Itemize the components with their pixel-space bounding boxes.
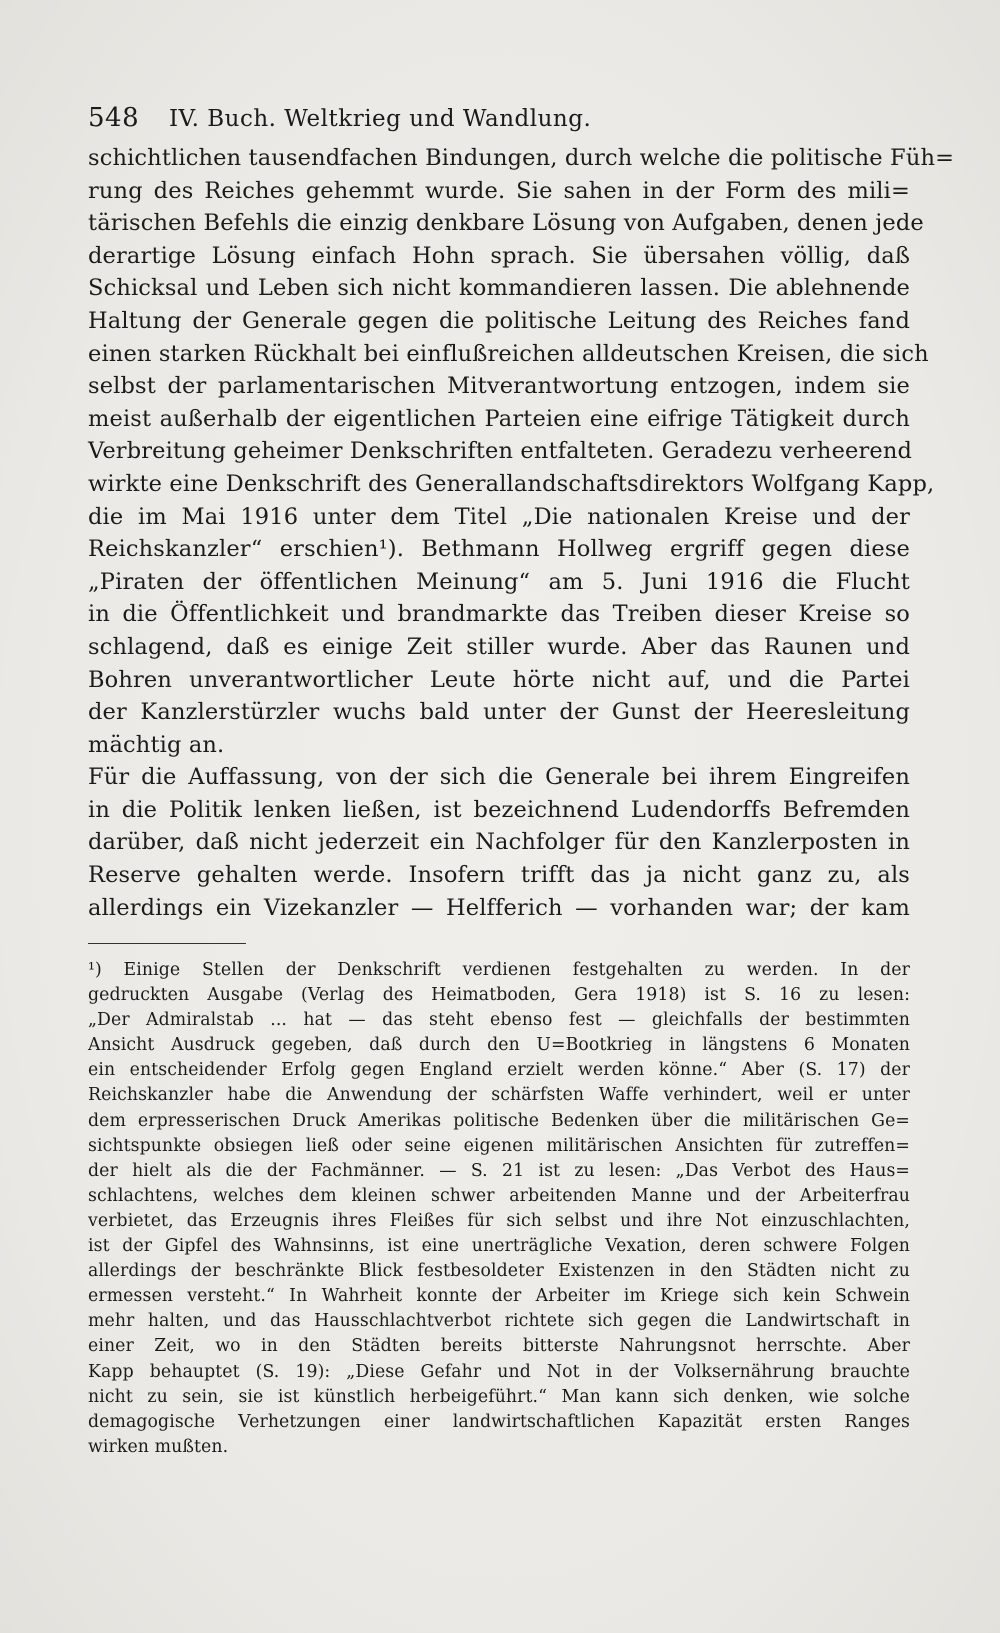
body-line: Für die Auffassung, von der sich die Generale bei ihrem Eingreifen (88, 764, 910, 791)
footnote-line: ein entscheidender Erfolg gegen England erzielt werden könne.“ Aber (S. 17) der (88, 1060, 910, 1081)
body-line: rung des Reiches gehemmt wurde. Sie sahen in der Form des mili= (88, 177, 910, 204)
body-line: der Kanzlerstürzler wuchs bald unter der Gunst der Heeresleitung (88, 699, 910, 726)
body-line: meist außerhalb der eigentlichen Parteien eine eifrige Tätigkeit durch (88, 405, 910, 432)
body-line: in die Öffentlichkeit und brandmarkte das Treiben dieser Kreise so (88, 601, 910, 628)
footnote-line: allerdings der beschränkte Blick festbesoldeter Existenzen in den Städten nicht zu (88, 1261, 910, 1282)
footnote-line: wirken mußten. (88, 1436, 229, 1457)
footnote-line: Reichskanzler habe die Anwendung der schärfsten Waffe verhindert, weil er unter (88, 1085, 910, 1106)
body-line: selbst der parlamentarischen Mitverantwortung entzogen, indem sie (88, 373, 910, 400)
body-line: allerdings ein Vizekanzler — Helfferich — vorhanden war; der kam (88, 894, 910, 921)
footnote-line: sichtspunkte obsiegen ließ oder seine eigenen militärischen Ansichten für zutreffen= (88, 1135, 910, 1156)
body-line: Reichskanzler“ erschien¹). Bethmann Hollweg ergriff gegen diese (88, 536, 910, 563)
footnote-line: gedruckten Ausgabe (Verlag des Heimatboden, Gera 1918) ist S. 16 zu lesen: (88, 985, 910, 1006)
body-line: mächtig an. (88, 731, 225, 758)
body-line: in die Politik lenken ließen, ist bezeichnend Ludendorffs Befremden (88, 796, 910, 823)
footnote-divider (88, 943, 246, 944)
body-line: die im Mai 1916 unter dem Titel „Die nationalen Kreise und der (88, 503, 910, 530)
footnote-line: einer Zeit, wo in den Städten bereits bitterste Nahrungsnot herrschte. Aber (88, 1336, 910, 1357)
footnote-line: ¹) Einige Stellen der Denkschrift verdienen festgehalten zu werden. In der (88, 960, 910, 980)
body-line: Verbreitung geheimer Denkschriften entfalteten. Geradezu verheerend (88, 438, 913, 465)
footnote-line: ist der Gipfel des Wahnsinns, ist eine unerträgliche Vexation, deren schwere Folgen (88, 1236, 910, 1257)
footnote-line: demagogische Verhetzungen einer landwirtschaftlichen Kapazität ersten Ranges (88, 1411, 910, 1432)
body-line: Haltung der Generale gegen die politische Leitung des Reiches fand (88, 307, 910, 334)
footnote-line: mehr halten, und das Hausschlachtverbot richtete sich gegen die Landwirtschaft in (88, 1311, 910, 1332)
footnotes (88, 958, 910, 1460)
main-text (88, 142, 955, 924)
running-header (88, 103, 928, 137)
footnote-line: nicht zu sein, sie ist künstlich herbeigeführt.“ Man kann sich denken, wie solche (88, 1386, 910, 1407)
body-line: schichtlichen tausendfachen Bindungen, durch welche die politische Füh= (88, 145, 955, 171)
body-line: Reserve gehalten werde. Insofern trifft das ja nicht ganz zu, als (88, 862, 910, 889)
body-line: schlagend, daß es einige Zeit stiller wurde. Aber das Raunen und (88, 633, 910, 660)
running-title: IV. Buch. Weltkrieg und Wandlung. (168, 106, 592, 132)
body-line: tärischen Befehls die einzig denkbare Lösung von Aufgaben, denen jede (88, 210, 924, 237)
footnote-line: Kapp behauptet (S. 19): „Diese Gefahr und Not in der Volksernährung brauchte (88, 1361, 910, 1382)
body-line: derartige Lösung einfach Hohn sprach. Sie übersahen völlig, daß (88, 242, 910, 269)
footnote-line: schlachtens, welches dem kleinen schwer arbeitenden Manne und der Arbeiterfrau (88, 1185, 910, 1206)
body-line: wirkte eine Denkschrift des Generallandschaftsdirektors Wolfgang Kapp, (88, 470, 935, 497)
footnote-line: verbietet, das Erzeugnis ihres Fleißes für sich selbst und ihre Not einzuschlachten, (88, 1210, 910, 1231)
footnote-line: Ansicht Ausdruck gegeben, daß durch den U=Bootkrieg in längstens 6 Monaten (88, 1035, 910, 1056)
body-line: „Piraten der öffentlichen Meinung“ am 5. Juni 1916 die Flucht (88, 568, 910, 595)
footnote-line: ermessen versteht.“ In Wahrheit konnte der Arbeiter im Kriege sich kein Schwein (88, 1286, 910, 1307)
footnote-line: der hielt als die der Fachmänner. — S. 21 ist zu lesen: „Das Verbot des Haus= (88, 1160, 910, 1181)
footnote-line: „Der Admiralstab ... hat — das steht ebenso fest — gleichfalls der bestimmten (88, 1010, 910, 1031)
body-line: einen starken Rückhalt bei einflußreichen alldeutschen Kreisen, die sich (88, 340, 929, 367)
page-number: 548 (88, 103, 140, 133)
body-line: darüber, daß nicht jederzeit ein Nachfolger für den Kanzlerposten in (88, 829, 910, 856)
footnote-line: dem erpresserischen Druck Amerikas politische Bedenken über die militärischen Ge= (88, 1110, 910, 1131)
body-line: Bohren unverantwortlicher Leute hörte nicht auf, und die Partei (88, 666, 910, 693)
body-line: Schicksal und Leben sich nicht kommandieren lassen. Die ablehnende (88, 275, 910, 302)
